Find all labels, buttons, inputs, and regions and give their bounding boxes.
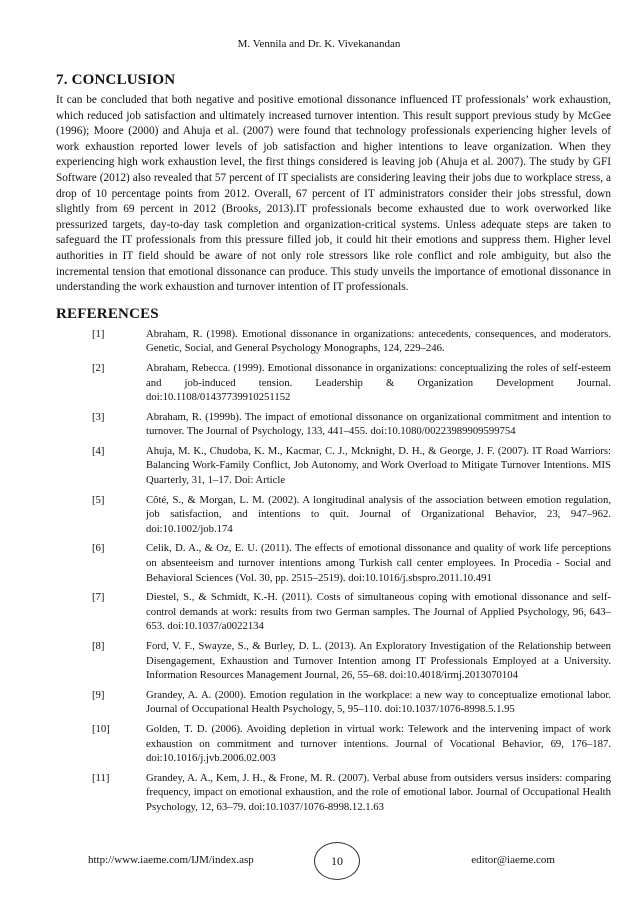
reference-text: Abraham, R. (1999b). The impact of emotional dissonance on organizational commitment and intention to turnover. The Journal of Psychology, 133, 441–455. doi:10.1080/00223989909599754 [146, 410, 611, 438]
references-heading: REFERENCES [56, 305, 159, 322]
reference-number: [6] [92, 542, 105, 555]
page-footer [0, 842, 638, 882]
reference-number: [10] [92, 722, 110, 735]
reference-list [56, 327, 611, 815]
references-section [56, 306, 611, 815]
reference-text: Grandey, A. A. (2000). Emotion regulation in the workplace: a new way to conceptualize emotional labor. Journal of Occupational Health Psychology, 5, 95–110. doi:10.1037/1076-8998.5.1.95 [146, 688, 611, 716]
reference-number: [3] [92, 410, 105, 423]
reference-item [56, 361, 611, 405]
reference-number: [9] [92, 688, 105, 701]
reference-text: Golden, T. D. (2006). Avoiding depletion in virtual work: Telework and the intervening impact of work exhaustion on commitment and turnover intentions. Journal of Vocational Behavior, 69, 176–187. doi:10.1016/j.jvb.2006.02.003 [146, 722, 611, 765]
reference-item [56, 493, 611, 537]
reference-text: Abraham, Rebecca. (1999). Emotional dissonance in organizations: conceptualizing the roles of self-esteem and job-induced tension. Leadership & Organization Development Journal. doi:10.1108/01437739910251152 [146, 361, 611, 404]
reference-text: Ford, V. F., Swayze, S., & Burley, D. L. (2013). An Exploratory Investigation of the Relationship between Disengagement, Exhaustion and Turnover Intention among IT Professionals Employed at a University. Information Resources Management Journal, 26, 55–68. doi:10.4018/irmj.2013070104 [146, 640, 611, 682]
footer-email-link[interactable]: editor@iaeme.com [471, 854, 555, 866]
conclusion-heading: 7. CONCLUSION [56, 72, 176, 88]
reference-text: Abraham, R. (1998). Emotional dissonance in organizations: antecedents, consequences, and moderators. Genetic, Social, and General Psychology Monographs, 124, 229–246. [146, 327, 611, 355]
reference-text: Ahuja, M. K., Chudoba, K. M., Kacmar, C. J., Mcknight, D. H., & George, J. F. (2007). IT Road Warriors: Balancing Work-Family Conflict, Job Autonomy, and Work Overload to Mitigate Turnover Intentions. MIS Quarterly, 31, 1–17. Doi: Article [146, 444, 611, 487]
reference-number: [11] [92, 771, 110, 784]
reference-item [56, 444, 611, 488]
reference-text: Grandey, A. A., Kem, J. H., & Frone, M. R. (2007). Verbal abuse from outsiders versus insiders: comparing frequency, impact on emotional exhaustion, and the role of emotional labor. Journal of Occupational Health Psychology, 12, 63–79. doi:10.1037/1076-8998.12.1.63 [146, 771, 611, 813]
reference-number: [5] [92, 493, 105, 506]
page-content [56, 72, 611, 820]
reference-number: [2] [92, 361, 105, 374]
reference-item [56, 688, 611, 717]
page-number: 10 [314, 842, 360, 880]
running-head: M. Vennila and Dr. K. Vivekanandan [237, 38, 401, 50]
reference-item [56, 327, 611, 356]
reference-item [56, 771, 611, 815]
reference-number: [8] [92, 640, 105, 652]
conclusion-paragraph: It can be concluded that both negative and positive emotional dissonance influenced IT professionals’ work exhaustion, which reduced job satisfaction and ultimately increased turnover intention. This result support previous study by McGee (1996); Moore (2000) and Ahuja et al. (2007) were found that technology professionals experiencing higher levels of work exhaustion reported lower levels of job satisfaction and higher intentions to leave organization. When they experiencing high work exhaustion level, the first things considered is leaving job (Ahuja et al. 2007). The study by GFI Software (2012) also revealed that 57 percent of IT specialists are considering leaving their jobs due to workplace stress, a drop of 10 percentage points from 2012. Overall, 67 percent of IT administrators consider their jobs stressful, down slightly from 69 percent in 2012 (Brooks, 2013).IT professionals become exhausted due to work overworked like pressurized targets, day-to-day task completion and organization-critical systems. Unless adequate steps are taken to safeguard the IT professionals from this pressure filled job, it could hit their emotions and suppress them. Higher level authorities in IT field should be aware of not only role stressors like role conflict and role ambiguity, but also the incremental tension that emotional dissonance can produce. This study unveils the importance of emotional dissonance in understanding the work exhaustion and turnover intention of IT professionals. [56, 94, 611, 294]
conclusion-section [56, 72, 611, 296]
footer-url-link[interactable]: http://www.iaeme.com/IJM/index.asp [88, 854, 254, 866]
reference-number: [1] [92, 327, 105, 340]
reference-text: Diestel, S., & Schmidt, K.-H. (2011). Costs of simultaneous coping with emotional dissonance and self-control demands at work: results from two German samples. The Journal of Applied Psychology, 96, 643–653. doi:10.1037/a0022134 [146, 591, 611, 633]
reference-number: [4] [92, 444, 105, 457]
reference-text: Côté, S., & Morgan, L. M. (2002). A longitudinal analysis of the association between emotion regulation, job satisfaction, and intentions to quit. Journal of Organizational Behavior, 23, 947–962. doi:10.1002/job.174 [146, 493, 611, 535]
reference-text: Celik, D. A., & Oz, E. U. (2011). The effects of emotional dissonance and quality of work life perceptions on absenteeism and turnover intentions among Turkish call center employees. In Procedia - Social and Behavioral Sciences (Vol. 30, pp. 2515–2519). doi:10.1016/j.sbspro.2011.10.491 [146, 542, 611, 584]
reference-item [56, 590, 611, 634]
reference-item [56, 722, 611, 766]
reference-item [56, 639, 611, 683]
reference-item [56, 541, 611, 585]
reference-item [56, 410, 611, 439]
reference-number: [7] [92, 591, 105, 604]
